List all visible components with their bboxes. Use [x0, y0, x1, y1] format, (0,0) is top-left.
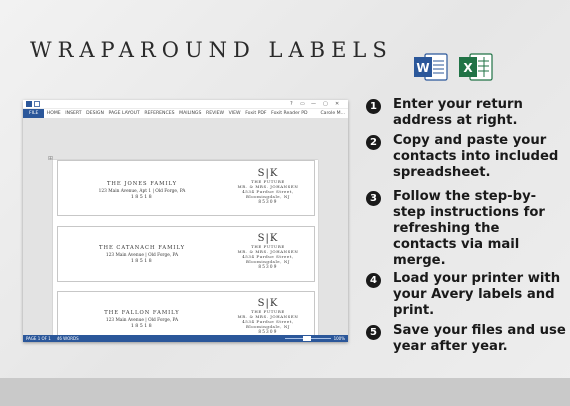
tab-foxit-reader[interactable]: Foxit Reader PD	[271, 111, 308, 116]
tab-review[interactable]: REVIEW	[206, 111, 225, 116]
recipient-address: 4534 Purdue Street, Bloomingdale, NJ	[242, 319, 294, 329]
svg-text:X: X	[463, 61, 473, 75]
recipient-zip: 85309	[258, 329, 278, 334]
tab-page-layout[interactable]: PAGE LAYOUT	[108, 111, 140, 116]
user-account[interactable]: Carole M...	[320, 111, 345, 116]
couple-name: MR. & MRS. JOHANSEN	[237, 314, 299, 319]
recipient-address: 4534 Purdue Street, Bloomingdale, NJ	[242, 254, 294, 264]
tab-insert[interactable]: INSERT	[65, 111, 82, 116]
couple-name: MR. & MRS. JOHANSEN	[237, 249, 299, 254]
ribbon-display-button[interactable]: ▭	[300, 101, 305, 107]
document-canvas	[23, 118, 348, 335]
word-icon	[413, 52, 449, 82]
street-address: 123 Main Avenue | Old Forge, PA	[105, 317, 179, 323]
document-page[interactable]	[48, 155, 318, 335]
street-address: 123 Main Avenue, Apt 1 | Old Forge, PA	[98, 188, 186, 194]
couple-name: MR. & MRS. JOHANSEN	[237, 184, 299, 189]
monogram: S|K	[257, 233, 279, 244]
word-count[interactable]: 46 WORDS	[56, 336, 79, 341]
table-move-handle-icon[interactable]: ⊞	[48, 155, 54, 162]
return-address	[82, 310, 202, 329]
recipient-zip: 85309	[258, 199, 278, 204]
page-count[interactable]: PAGE 1 OF 1	[26, 336, 51, 341]
title-bar	[23, 100, 348, 109]
tab-foxit-pdf[interactable]: Foxit PDF	[245, 111, 267, 116]
recipient-zip: 85309	[258, 264, 278, 269]
family-name: THE FALLON FAMILY	[104, 310, 180, 316]
page-title: WRAPAROUND LABELS	[30, 38, 393, 62]
the-future-line: THE FUTURE	[251, 179, 285, 184]
help-button[interactable]: ?	[290, 101, 293, 107]
tab-mailings[interactable]: MAILINGS	[179, 111, 202, 116]
label-card[interactable]	[57, 226, 315, 282]
save-icon[interactable]	[34, 101, 40, 107]
recipient-block	[228, 168, 308, 204]
zip-code: 18518	[130, 324, 154, 329]
zoom-slider[interactable]	[285, 338, 331, 339]
step-item	[366, 323, 566, 359]
zip-code: 18518	[130, 195, 154, 200]
excel-icon	[458, 52, 494, 82]
monogram: S|K	[257, 298, 279, 309]
status-bar	[23, 335, 348, 342]
step-number-badge: 3	[366, 191, 381, 206]
zoom-slider-thumb[interactable]	[303, 336, 311, 341]
the-future-line: THE FUTURE	[251, 244, 285, 249]
tab-view[interactable]: VIEW	[228, 111, 241, 116]
word-small-icon[interactable]	[26, 101, 32, 107]
tab-home[interactable]: HOME	[46, 111, 61, 116]
family-name: THE JONES FAMILY	[106, 181, 178, 187]
street-address: 123 Main Avenue | Old Forge, PA	[105, 252, 179, 258]
recipient-address: 4534 Purdue Street, Bloomingdale, NJ	[242, 189, 294, 199]
step-text: Enter your return address at right.	[393, 97, 523, 128]
step-text: Copy and paste your contacts into included spreadsheet.	[393, 133, 559, 180]
family-name: THE CATANACH FAMILY	[99, 245, 185, 251]
the-future-line: THE FUTURE	[251, 309, 285, 314]
return-address	[82, 245, 202, 264]
step-text: Load your printer with your Avery labels and print.	[393, 271, 561, 318]
step-item	[366, 189, 566, 271]
step-number-badge: 4	[366, 273, 381, 288]
step-item	[366, 271, 566, 323]
step-number-badge: 1	[366, 99, 381, 114]
label-card[interactable]	[57, 291, 315, 335]
bottom-band	[0, 378, 570, 406]
tab-file[interactable]: FILE	[23, 109, 44, 118]
step-number-badge: 2	[366, 135, 381, 150]
return-address	[82, 181, 202, 200]
zip-code: 18518	[130, 259, 154, 264]
monogram: S|K	[257, 168, 279, 179]
step-text: Follow the step-by-step instructions for refreshing the contacts via mail merge.	[393, 189, 545, 268]
recipient-block	[228, 298, 308, 334]
tab-design[interactable]: DESIGN	[86, 111, 104, 116]
tab-references[interactable]: REFERENCES	[144, 111, 175, 116]
recipient-block	[228, 233, 308, 269]
zoom-level[interactable]: 100%	[333, 336, 345, 341]
instruction-steps	[366, 97, 566, 359]
step-item	[366, 97, 566, 133]
minimize-button[interactable]: —	[311, 101, 316, 107]
word-window	[23, 100, 348, 342]
label-card[interactable]	[57, 160, 315, 216]
step-number-badge: 5	[366, 325, 381, 340]
step-item	[366, 133, 566, 189]
close-button[interactable]: ✕	[335, 101, 340, 107]
maximize-button[interactable]: ▢	[323, 101, 328, 107]
svg-text:W: W	[416, 61, 430, 75]
step-text: Save your files and use year after year.	[393, 323, 566, 354]
